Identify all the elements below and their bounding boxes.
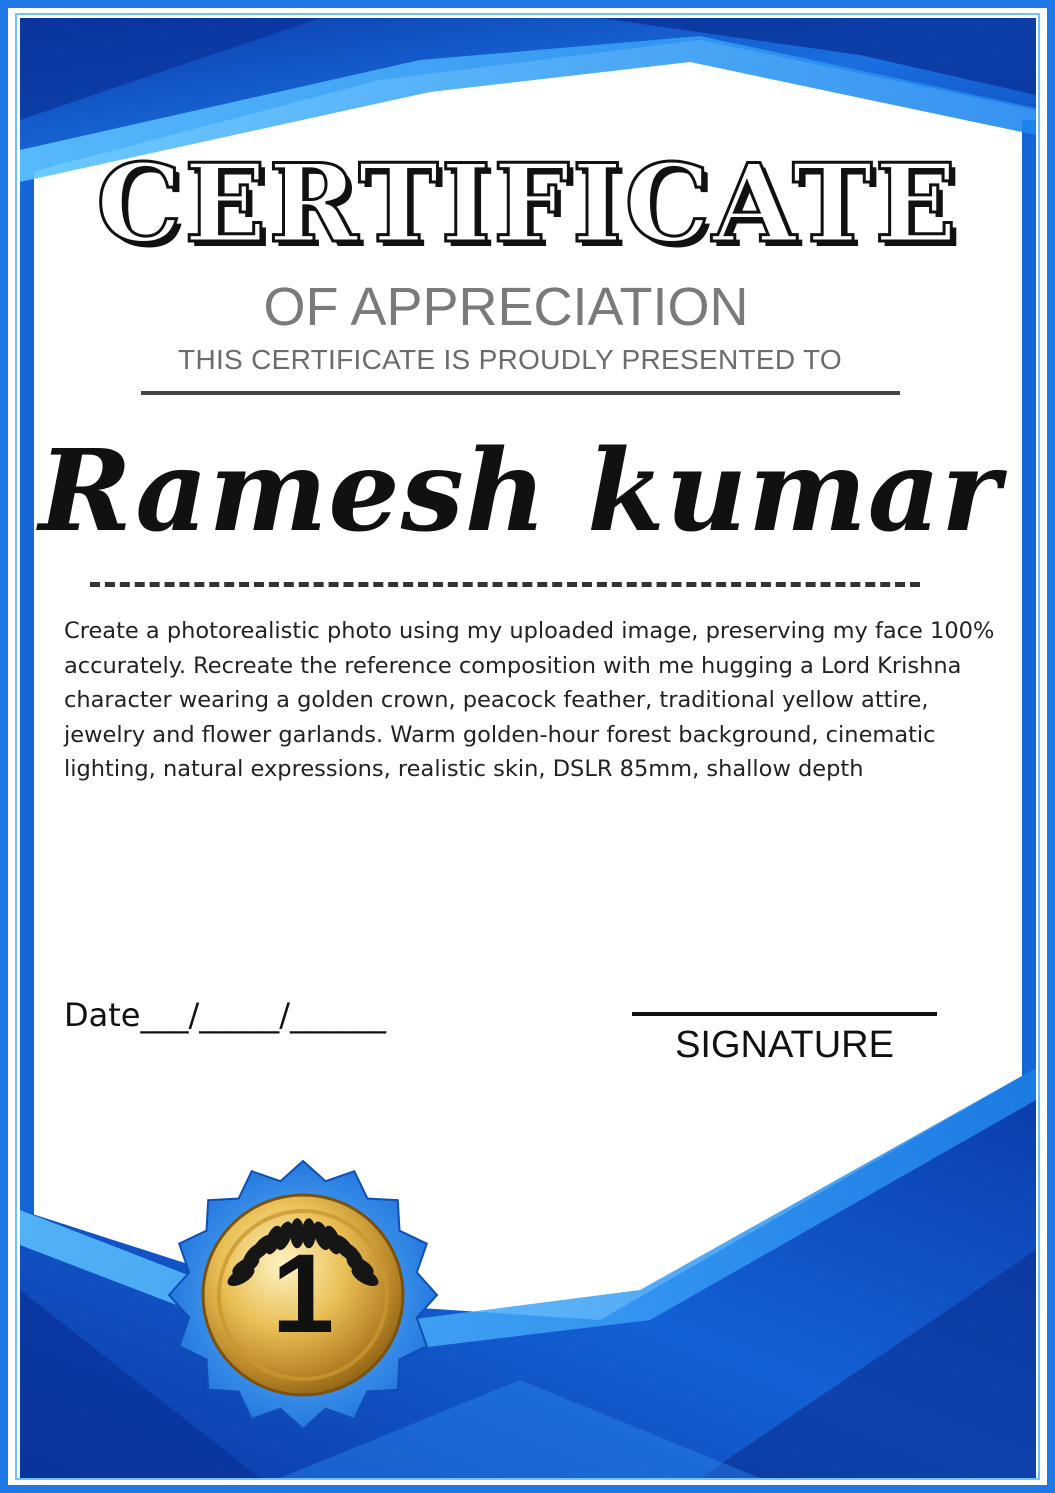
- signature-line: [632, 1012, 937, 1016]
- gold-medal-icon: [168, 1160, 438, 1430]
- certificate-body-text: Create a photorealistic photo using my uploaded image, preserving my face 100% accurately. Recreate the reference composition with me hugging a Lord Krishna character wearing a golden crown, peacock feather, traditional yellow attire, jewelry and flower garlands. Warm golden-hour forest background, cinematic lighting, natural expressions, realistic skin, DSLR 85mm, shallow depth: [64, 618, 995, 783]
- certificate-title: CERTIFICATE: [96, 141, 959, 267]
- date-field: Date___/_____/______: [64, 996, 387, 1034]
- recipient-name: Ramesh kumar: [38, 426, 1002, 557]
- divider-line: [141, 391, 900, 395]
- dashed-divider: [90, 582, 920, 587]
- medal-number: 1: [271, 1231, 335, 1356]
- signature-label: SIGNATURE: [675, 1024, 894, 1066]
- certificate-subtitle: OF APPRECIATION: [263, 277, 749, 337]
- presented-to-text: THIS CERTIFICATE IS PROUDLY PRESENTED TO: [178, 344, 842, 375]
